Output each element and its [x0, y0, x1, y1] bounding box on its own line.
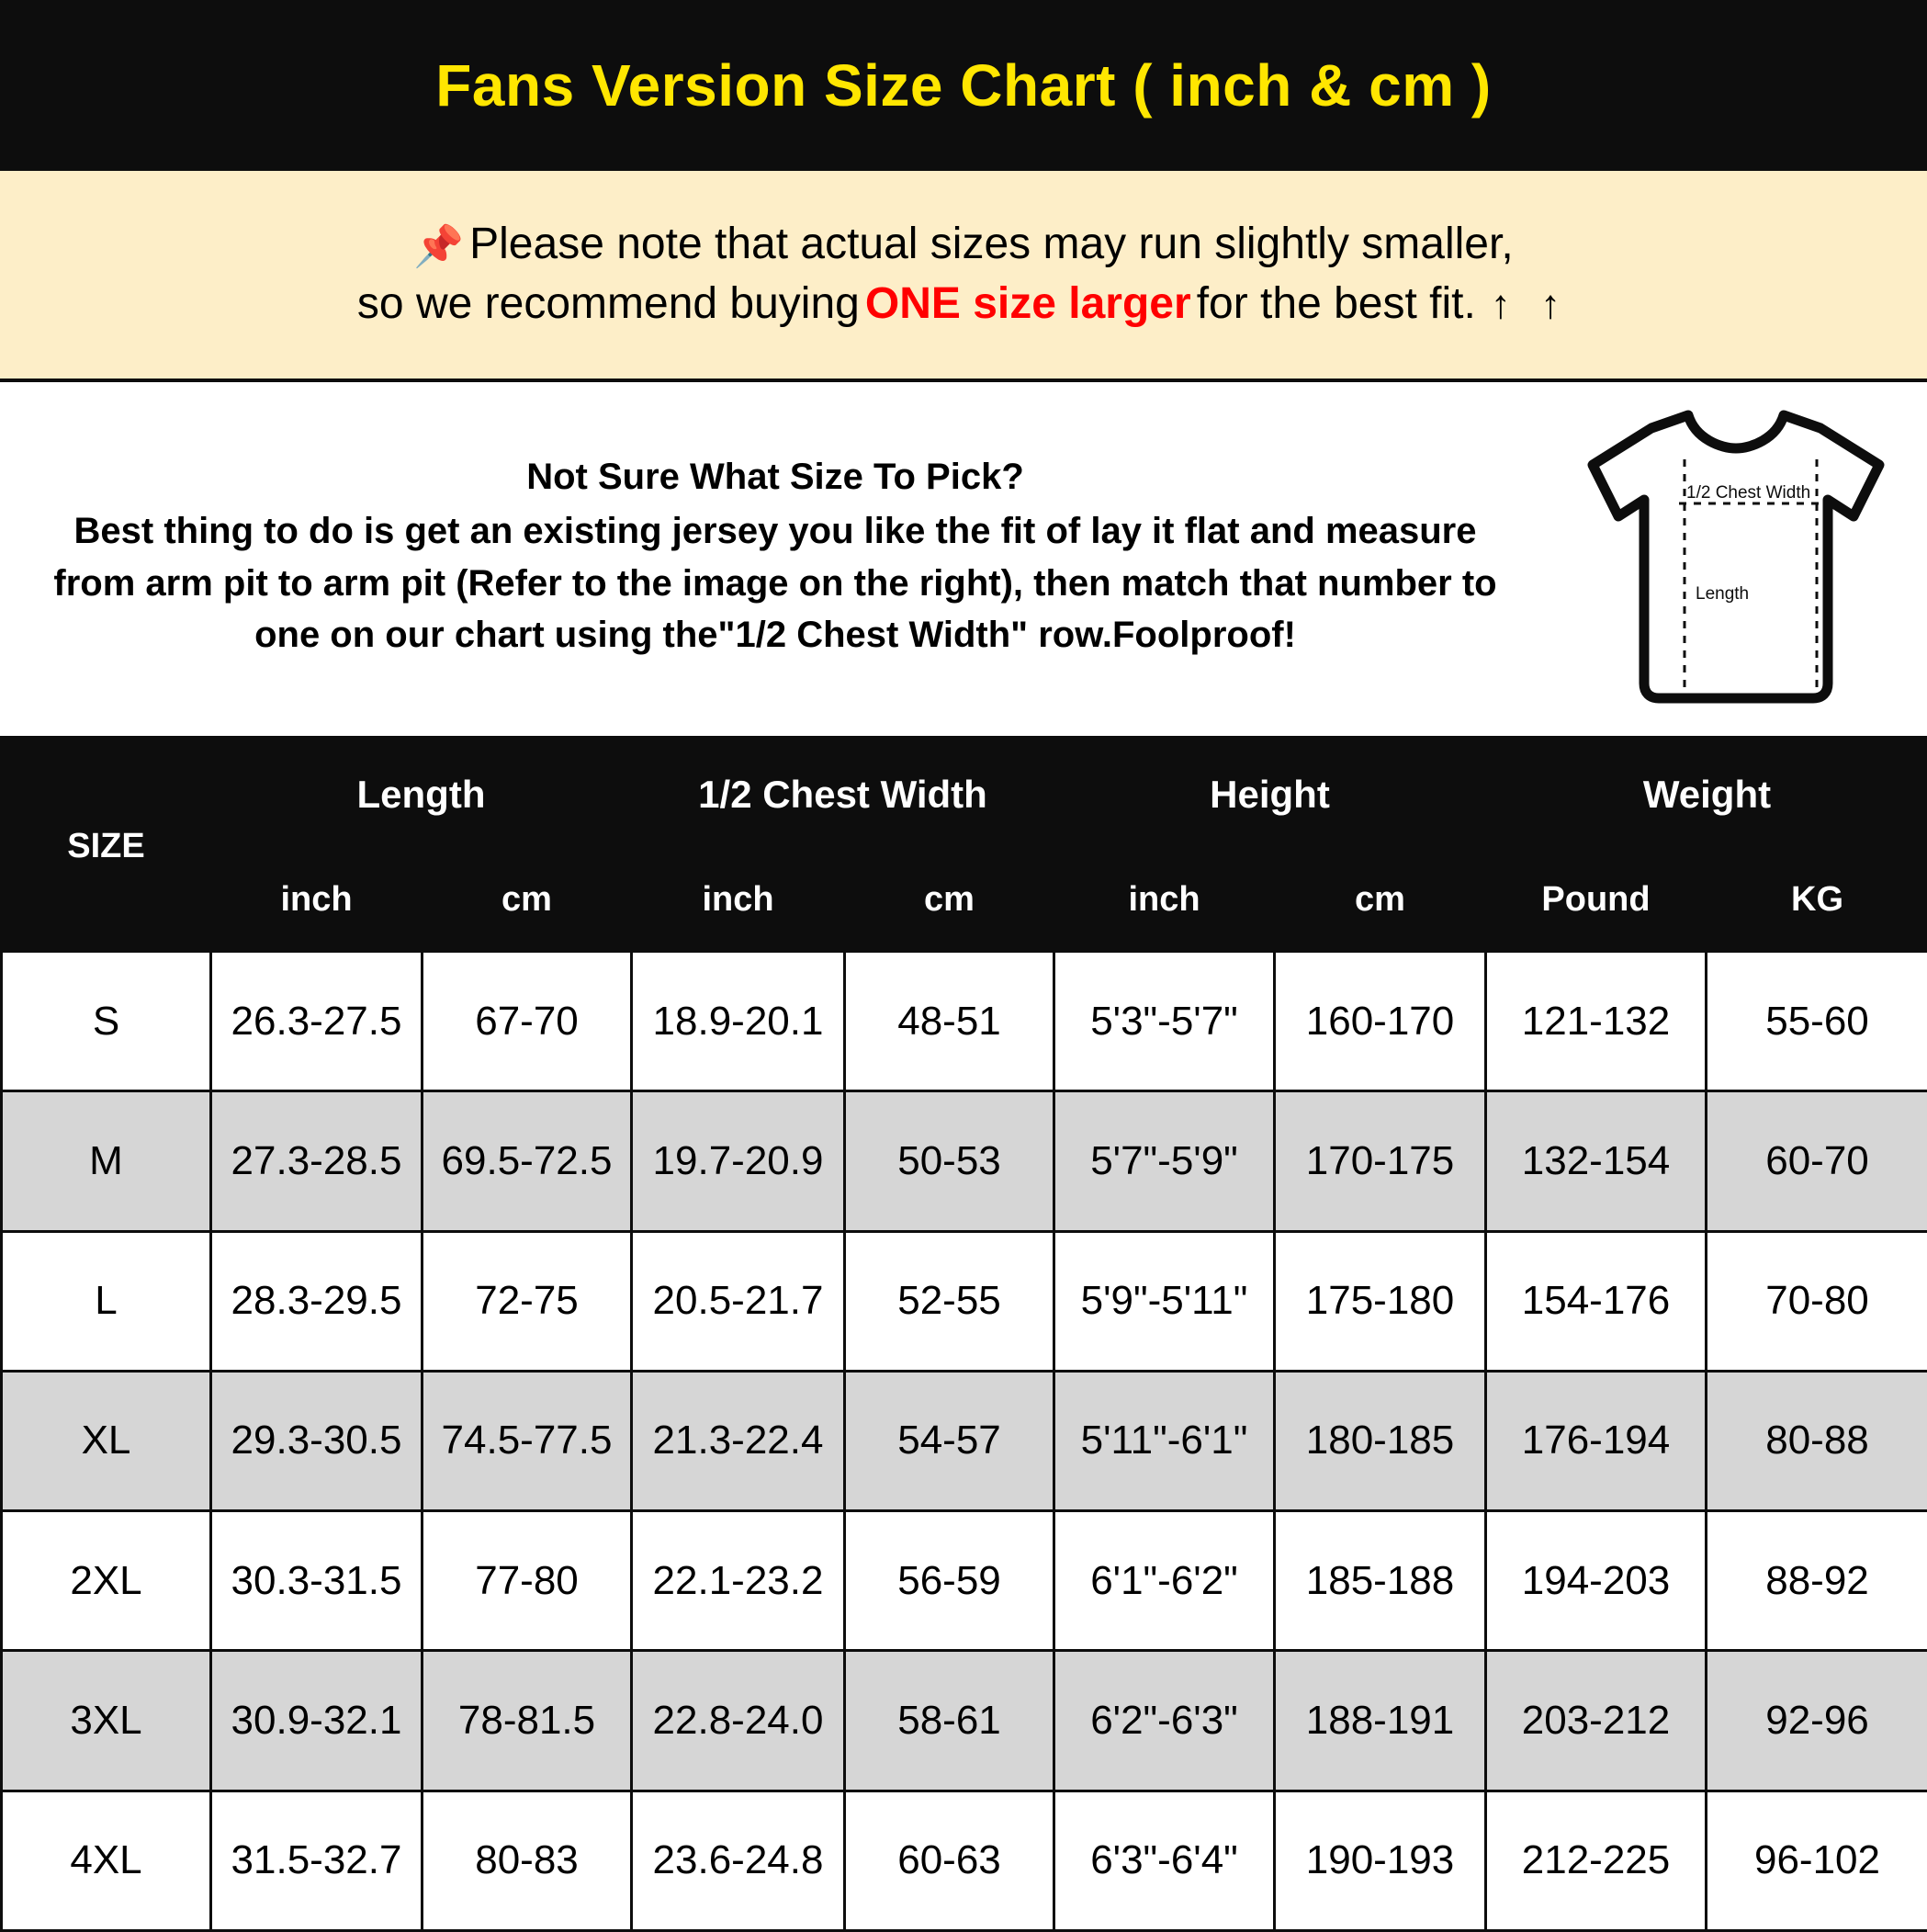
page-title: Fans Version Size Chart ( inch & cm )	[435, 52, 1492, 119]
table-group-header-row	[2, 742, 1927, 848]
cell-height-cm: 185-188	[1275, 1511, 1486, 1651]
tshirt-diagram	[1532, 408, 1918, 711]
cell-height-inch: 5'11"-6'1"	[1054, 1371, 1275, 1510]
note-line-1-text: Please note that actual sizes may run slightly smaller,	[469, 220, 1514, 269]
cell-size: S	[2, 952, 211, 1091]
size-table	[0, 740, 1927, 1932]
cell-weight-kg: 96-102	[1707, 1791, 1927, 1930]
note-line-1	[413, 215, 1513, 275]
cell-weight-pound: 121-132	[1486, 952, 1707, 1091]
table-row	[2, 1511, 1927, 1651]
cell-length-inch: 31.5-32.7	[211, 1791, 423, 1930]
column-group-height: Height	[1054, 742, 1486, 848]
cell-length-cm: 77-80	[423, 1511, 632, 1651]
cell-length-cm: 78-81.5	[423, 1651, 632, 1791]
chest-width-label: 1/2 Chest Width	[1686, 482, 1811, 503]
cell-height-cm: 180-185	[1275, 1371, 1486, 1510]
cell-length-inch: 28.3-29.5	[211, 1231, 423, 1371]
cell-chest-cm: 60-63	[845, 1791, 1054, 1930]
cell-chest-cm: 48-51	[845, 952, 1054, 1091]
table-row	[2, 952, 1927, 1091]
cell-length-cm: 72-75	[423, 1231, 632, 1371]
cell-size: 2XL	[2, 1511, 211, 1651]
cell-size: 4XL	[2, 1791, 211, 1930]
column-header-chest-cm: cm	[845, 848, 1054, 952]
cell-chest-cm: 52-55	[845, 1231, 1054, 1371]
cell-chest-cm: 54-57	[845, 1371, 1054, 1510]
column-group-length: Length	[211, 742, 632, 848]
column-header-weight-pound: Pound	[1486, 848, 1707, 952]
cell-size: XL	[2, 1371, 211, 1510]
cell-height-cm: 170-175	[1275, 1091, 1486, 1231]
size-note-banner	[0, 171, 1927, 382]
cell-height-cm: 175-180	[1275, 1231, 1486, 1371]
cell-weight-kg: 88-92	[1707, 1511, 1927, 1651]
cell-length-cm: 67-70	[423, 952, 632, 1091]
cell-chest-inch: 20.5-21.7	[632, 1231, 845, 1371]
cell-height-cm: 188-191	[1275, 1651, 1486, 1791]
column-group-chest-width: 1/2 Chest Width	[632, 742, 1054, 848]
cell-length-inch: 29.3-30.5	[211, 1371, 423, 1510]
arrow-up-icon: ↑ ↑	[1490, 281, 1571, 327]
cell-height-cm: 190-193	[1275, 1791, 1486, 1930]
cell-weight-pound: 203-212	[1486, 1651, 1707, 1791]
cell-chest-inch: 22.8-24.0	[632, 1651, 845, 1791]
column-header-size: SIZE	[2, 742, 211, 952]
cell-chest-inch: 18.9-20.1	[632, 952, 845, 1091]
table-row	[2, 1651, 1927, 1791]
cell-height-inch: 5'3"-5'7"	[1054, 952, 1275, 1091]
tshirt-icon	[1541, 408, 1909, 711]
cell-weight-pound: 132-154	[1486, 1091, 1707, 1231]
cell-chest-cm: 58-61	[845, 1651, 1054, 1791]
cell-length-inch: 26.3-27.5	[211, 952, 423, 1091]
table-unit-header-row	[2, 848, 1927, 952]
cell-length-cm: 80-83	[423, 1791, 632, 1930]
cell-length-cm: 74.5-77.5	[423, 1371, 632, 1510]
length-label: Length	[1696, 583, 1750, 604]
note-line-2-prefix: so we recommend buying	[356, 279, 860, 328]
column-header-height-inch: inch	[1054, 848, 1275, 952]
column-header-chest-inch: inch	[632, 848, 845, 952]
column-header-length-inch: inch	[211, 848, 423, 952]
cell-size: 3XL	[2, 1651, 211, 1791]
note-line-2	[357, 275, 1570, 334]
size-table-head	[2, 742, 1927, 952]
column-header-weight-kg: KG	[1707, 848, 1927, 952]
column-group-weight: Weight	[1486, 742, 1927, 848]
cell-chest-inch: 19.7-20.9	[632, 1091, 845, 1231]
cell-length-cm: 69.5-72.5	[423, 1091, 632, 1231]
cell-chest-inch: 21.3-22.4	[632, 1371, 845, 1510]
cell-height-inch: 6'1"-6'2"	[1054, 1511, 1275, 1651]
size-table-container	[0, 740, 1927, 1932]
cell-chest-inch: 22.1-23.2	[632, 1511, 845, 1651]
cell-height-inch: 5'9"-5'11"	[1054, 1231, 1275, 1371]
cell-chest-inch: 23.6-24.8	[632, 1791, 845, 1930]
note-line-2-suffix: for the best fit.	[1196, 279, 1476, 328]
cell-weight-kg: 70-80	[1707, 1231, 1927, 1371]
cell-weight-kg: 92-96	[1707, 1651, 1927, 1791]
cell-height-cm: 160-170	[1275, 952, 1486, 1091]
cell-length-inch: 27.3-28.5	[211, 1091, 423, 1231]
size-table-body	[2, 952, 1927, 1931]
measuring-help-text	[9, 457, 1532, 661]
table-row	[2, 1231, 1927, 1371]
table-row	[2, 1791, 1927, 1930]
pushpin-icon: 📌	[413, 223, 465, 269]
cell-weight-pound: 212-225	[1486, 1791, 1707, 1930]
help-body: Best thing to do is get an existing jersey you like the fit of lay it flat and measure from arm pit to arm pit (Refer to the image on the right), then match that number to one on our chart using the"1/2 Chest Width" row.Foolproof!	[53, 510, 1497, 656]
table-row	[2, 1091, 1927, 1231]
cell-weight-pound: 176-194	[1486, 1371, 1707, 1510]
cell-size: L	[2, 1231, 211, 1371]
help-heading: Not Sure What Size To Pick?	[526, 456, 1024, 497]
cell-height-inch: 5'7"-5'9"	[1054, 1091, 1275, 1231]
cell-weight-kg: 55-60	[1707, 952, 1927, 1091]
cell-height-inch: 6'3"-6'4"	[1054, 1791, 1275, 1930]
cell-chest-cm: 50-53	[845, 1091, 1054, 1231]
measuring-help-section	[0, 382, 1927, 740]
column-header-length-cm: cm	[423, 848, 632, 952]
cell-weight-kg: 60-70	[1707, 1091, 1927, 1231]
cell-length-inch: 30.9-32.1	[211, 1651, 423, 1791]
chart-title-bar	[0, 0, 1927, 171]
cell-height-inch: 6'2"-6'3"	[1054, 1651, 1275, 1791]
table-row	[2, 1371, 1927, 1510]
cell-length-inch: 30.3-31.5	[211, 1511, 423, 1651]
cell-weight-kg: 80-88	[1707, 1371, 1927, 1510]
note-emphasis: ONE size larger	[864, 279, 1191, 328]
cell-weight-pound: 154-176	[1486, 1231, 1707, 1371]
cell-size: M	[2, 1091, 211, 1231]
cell-weight-pound: 194-203	[1486, 1511, 1707, 1651]
cell-chest-cm: 56-59	[845, 1511, 1054, 1651]
column-header-height-cm: cm	[1275, 848, 1486, 952]
